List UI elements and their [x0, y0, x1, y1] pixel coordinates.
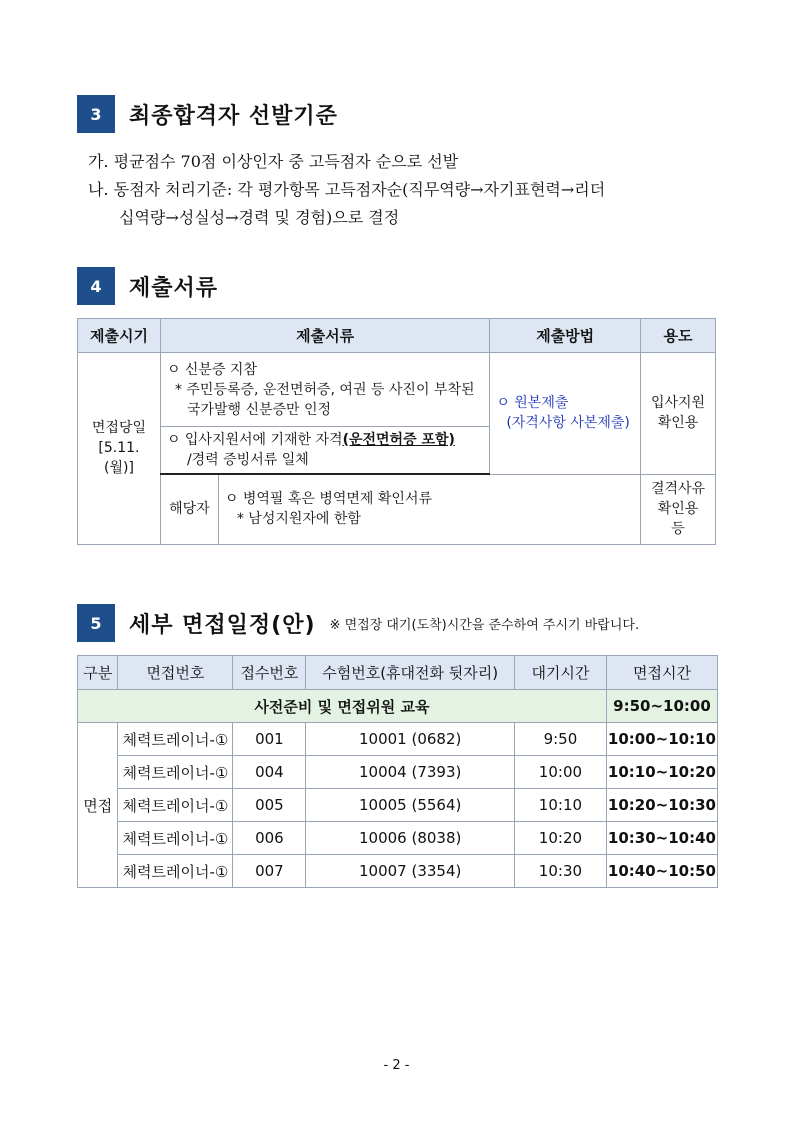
section-number: 4 [77, 267, 115, 305]
header-method: 제출방법 [490, 319, 641, 353]
use-text: 결격사유 [650, 481, 706, 497]
doc-note: * 남성지원자에 한함 [236, 511, 361, 528]
receipt-no: 005 [233, 789, 306, 822]
criteria-line-1: 가. 평균점수 70점 이상인자 중 고득점자 순으로 선발 [88, 152, 459, 171]
page-number: - 2 - [383, 1058, 410, 1073]
interview-no: 체력트레이너-① [118, 822, 233, 855]
exam-no: 10004 (7393) [306, 756, 514, 789]
interview-no: 체력트레이너-① [118, 789, 233, 822]
use-text: 확인용 [657, 501, 699, 517]
doc-career-cell [160, 427, 489, 475]
header-exam-no: 수험번호(휴대전화 뒷자리) [306, 656, 514, 690]
interview-time: 10:40~10:50 [606, 855, 717, 888]
documents-table [77, 318, 716, 545]
interview-no: 체력트레이너-① [118, 723, 233, 756]
criteria-line-2: 나. 동점자 처리기준: 각 평가항목 고득점자순(직무역량→자기표현력→리더 [88, 180, 606, 199]
doc-item: ㅇ 신분증 지참 [166, 361, 257, 378]
exam-no: 10007 (3354) [306, 855, 514, 888]
method-label: ㅇ 원본제출 [496, 395, 569, 412]
section-3-header [77, 96, 338, 132]
wait-time: 9:50 [514, 723, 606, 756]
interview-time: 10:30~10:40 [606, 822, 717, 855]
table-row [78, 756, 718, 789]
header-documents: 제출서류 [160, 319, 489, 353]
method-cell [490, 353, 641, 475]
timing-cell [78, 353, 161, 545]
interview-no: 체력트레이너-① [118, 855, 233, 888]
use-cell [641, 353, 716, 475]
prep-time: 9:50~10:00 [606, 690, 717, 723]
use-text: 등 [671, 521, 685, 537]
applicable-cell: 해당자 [160, 474, 218, 544]
section-number: 3 [77, 95, 115, 133]
use-cell [641, 474, 716, 544]
interview-no: 체력트레이너-① [118, 756, 233, 789]
timing-date: [5.11.(월)] [98, 440, 140, 477]
section-5-header [77, 605, 639, 641]
table-row [78, 789, 718, 822]
wait-time: 10:30 [514, 855, 606, 888]
prep-row [78, 690, 718, 723]
criteria-line-3: 십역량→성실성→경력 및 경험)으로 결정 [119, 208, 400, 227]
header-interview-no: 면접번호 [118, 656, 233, 690]
doc-note: /경력 증빙서류 일체 [186, 452, 309, 468]
interview-time: 10:20~10:30 [606, 789, 717, 822]
header-interview-time: 면접시간 [606, 656, 717, 690]
schedule-table [77, 655, 718, 888]
table-header-row [78, 656, 718, 690]
wait-time: 10:10 [514, 789, 606, 822]
table-row [78, 855, 718, 888]
use-text: 입사지원 [650, 395, 706, 412]
header-receipt-no: 접수번호 [233, 656, 306, 690]
exam-no: 10001 (0682) [306, 723, 514, 756]
header-wait-time: 대기시간 [514, 656, 606, 690]
section-title: 최종합격자 선발기준 [129, 103, 338, 129]
receipt-no: 004 [233, 756, 306, 789]
header-category: 구분 [78, 656, 118, 690]
header-use: 용도 [641, 319, 716, 353]
prep-label: 사전준비 및 면접위원 교육 [78, 690, 607, 723]
section-note: ※ 면접장 대기(도착)시간을 준수하여 주시기 바랍니다. [329, 617, 640, 633]
wait-time: 10:20 [514, 822, 606, 855]
section-number: 5 [77, 604, 115, 642]
section-title: 세부 면접일정(안) [129, 612, 316, 638]
doc-note: 국가발행 신분증만 인정 [186, 401, 332, 418]
use-text: 확인용 [657, 415, 699, 432]
doc-item: ㅇ 병역필 혹은 병역면제 확인서류 [224, 491, 432, 508]
doc-note: * 주민등록증, 운전면허증, 여권 등 사진이 부착된 [174, 381, 475, 398]
category-cell: 면접 [78, 723, 118, 888]
table-row [78, 723, 718, 756]
exam-no: 10005 (5564) [306, 789, 514, 822]
exam-no: 10006 (8038) [306, 822, 514, 855]
receipt-no: 006 [233, 822, 306, 855]
table-header-row [78, 319, 716, 353]
table-row [78, 353, 716, 427]
section-4-header [77, 268, 218, 304]
doc-item: ㅇ 입사지원서에 기재한 자격 [166, 432, 343, 448]
wait-time: 10:00 [514, 756, 606, 789]
doc-highlight: (운전면허증 포함) [342, 432, 455, 448]
doc-id-cell [160, 353, 489, 427]
section-title: 제출서류 [129, 275, 219, 301]
table-row [78, 474, 716, 544]
interview-time: 10:10~10:20 [606, 756, 717, 789]
header-timing: 제출시기 [78, 319, 161, 353]
timing-label: 면접당일 [91, 420, 147, 437]
table-row [78, 822, 718, 855]
receipt-no: 001 [233, 723, 306, 756]
method-note: (자격사항 사본제출) [506, 415, 630, 432]
receipt-no: 007 [233, 855, 306, 888]
interview-time: 10:00~10:10 [606, 723, 717, 756]
doc-military-cell [218, 474, 640, 544]
